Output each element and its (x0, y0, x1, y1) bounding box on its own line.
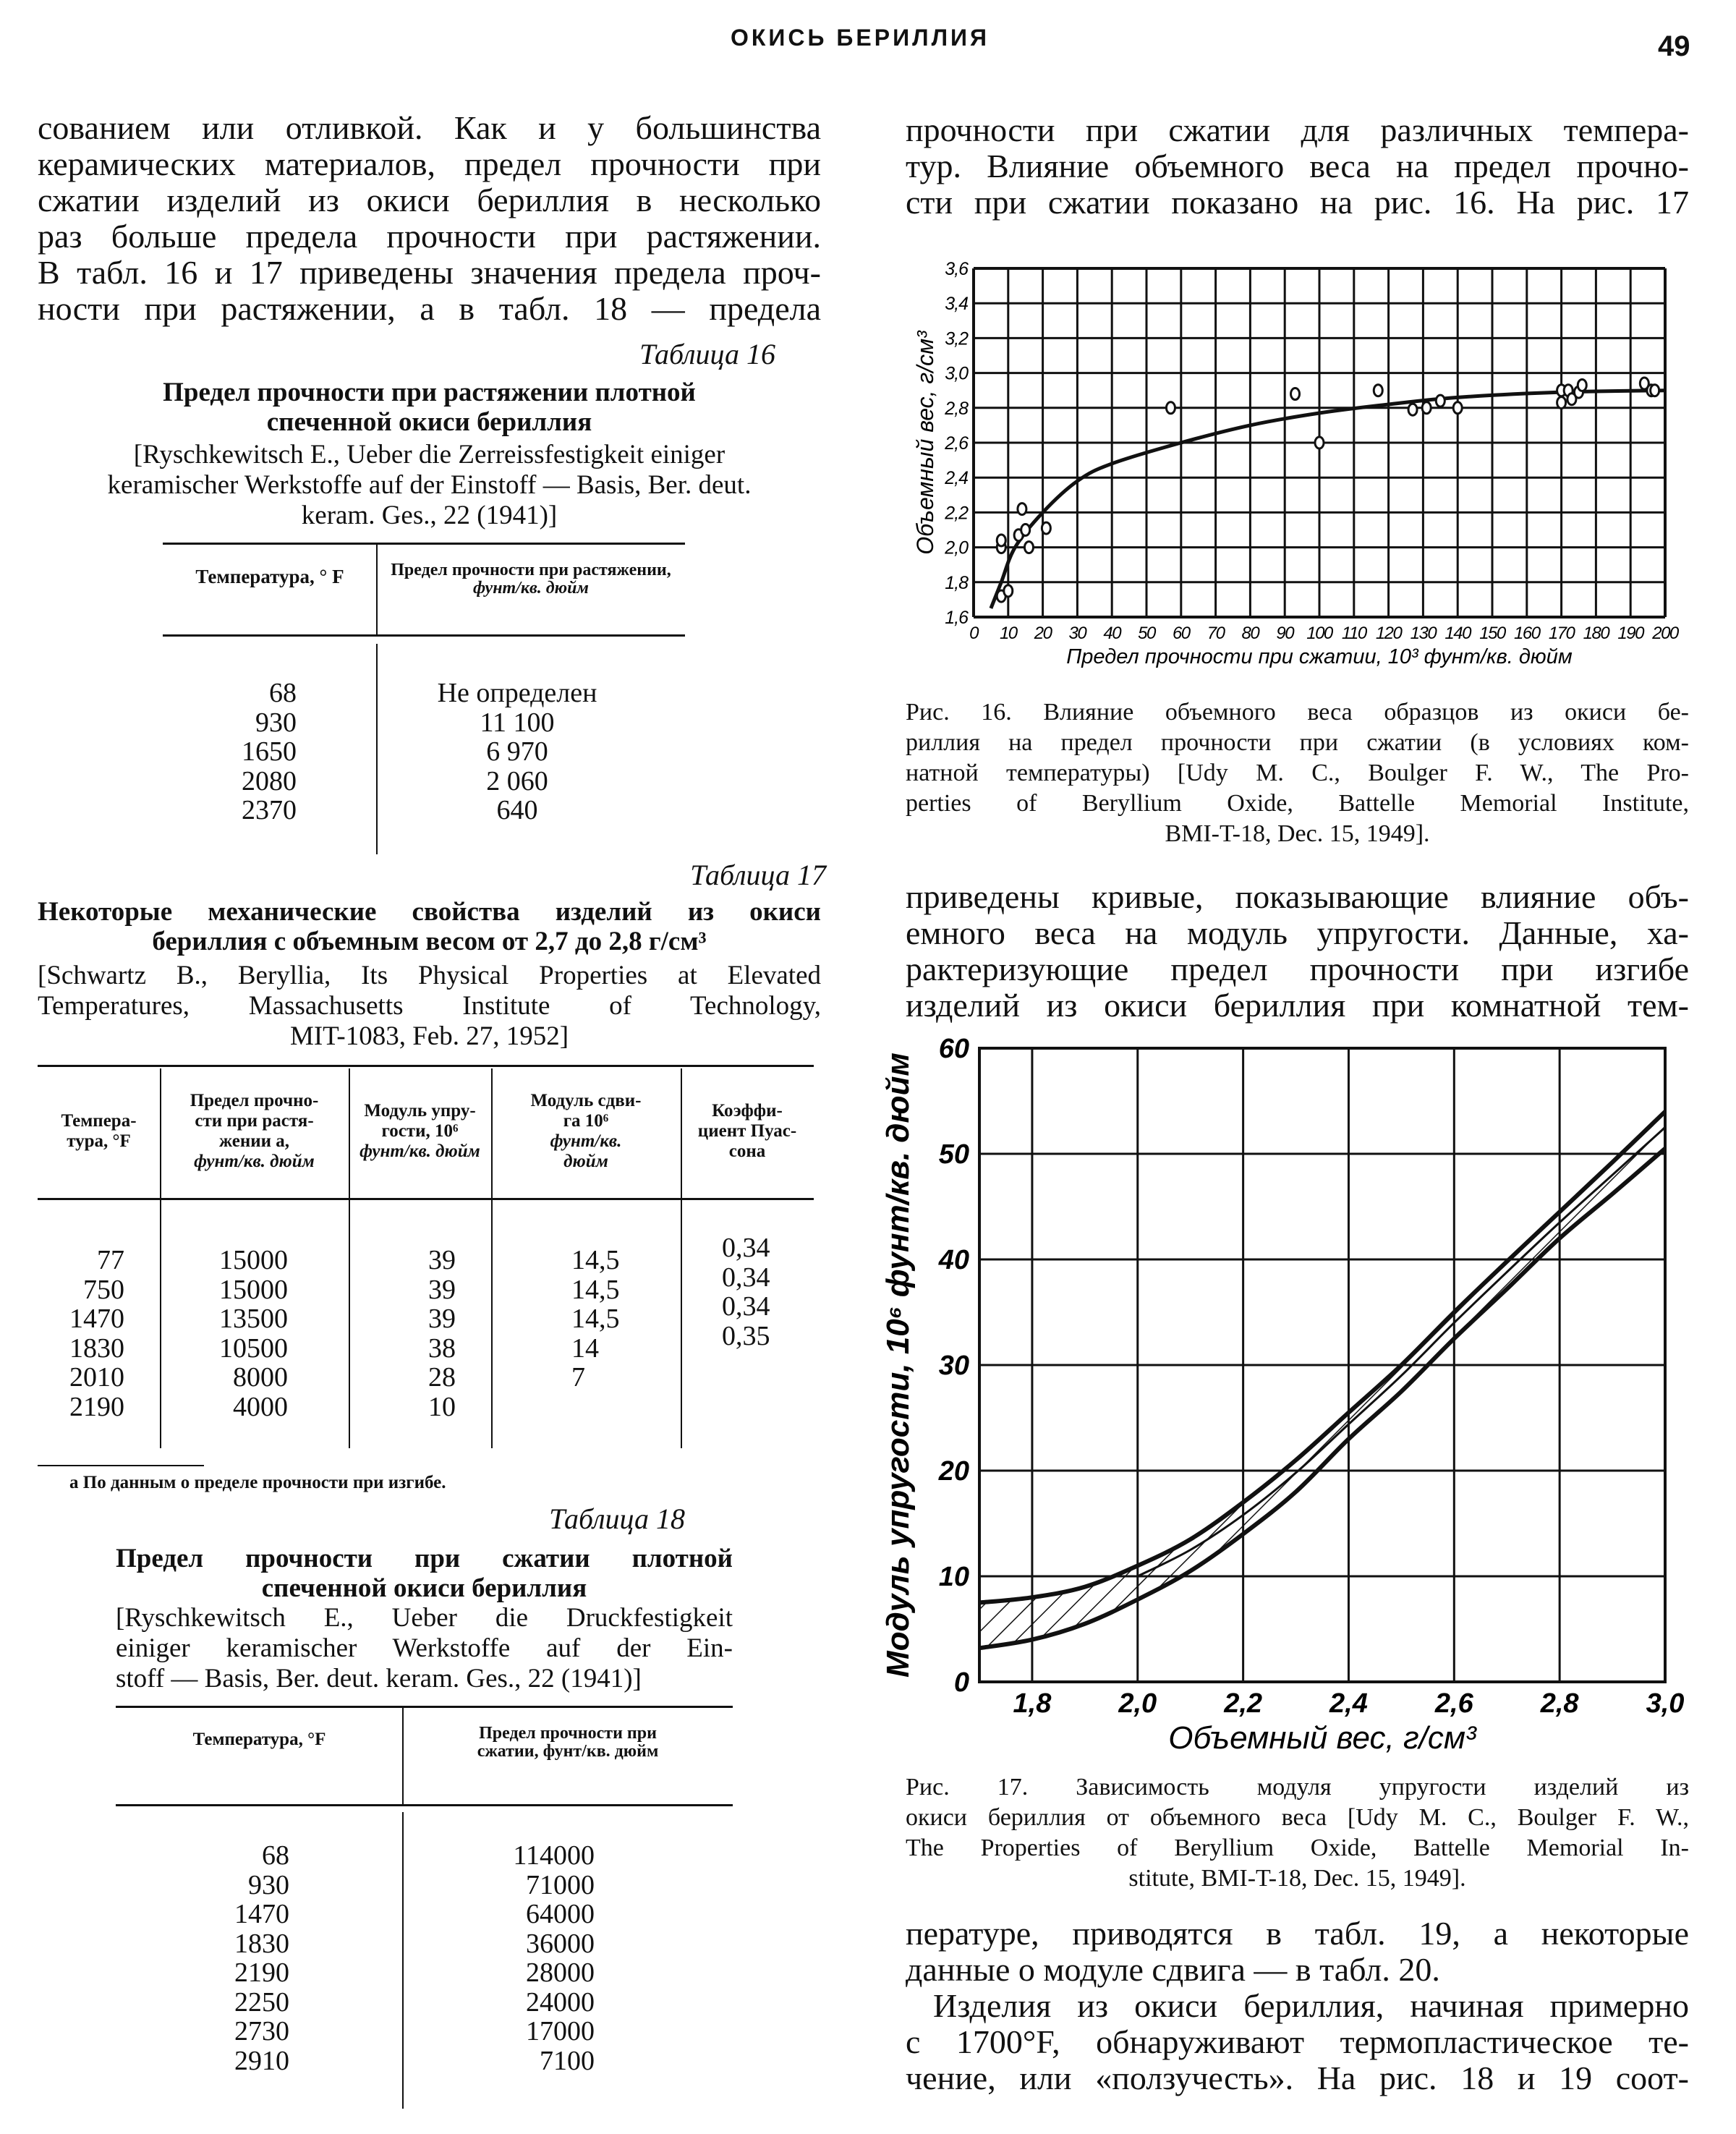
text-line: 2730 (234, 2016, 289, 2046)
y-tick-label: 60 (938, 1034, 969, 1064)
text-line: пературе, приводятся в табл. 19, а некоторые (906, 1915, 1689, 1952)
text-line: 1830 (234, 1928, 289, 1959)
table18-header-temperature: Температура, °F (192, 1730, 326, 1749)
text-line: 4000 (233, 1391, 288, 1422)
header-line: фунт/кв. дюйм (194, 1152, 315, 1171)
data-point (1291, 388, 1300, 400)
y-tick-label: 0 (953, 1667, 969, 1698)
data-point (1557, 397, 1566, 409)
data-point (1453, 402, 1462, 414)
fit-curve (991, 391, 1665, 608)
text-line: рактеризующие предел прочности при изгибе (906, 951, 1689, 987)
figure-17-caption (906, 1772, 1689, 1894)
table16-caption: Таблица 16 (639, 338, 775, 370)
text-line: 24000 (526, 1986, 595, 2018)
data-point (1004, 585, 1013, 597)
header-line: Модуль упру- (364, 1101, 476, 1121)
right-paragraph-2 (906, 879, 1689, 1024)
text-line: 2010 (69, 1362, 124, 1393)
text-line: 0,34 (722, 1262, 770, 1293)
text-line: 0,34 (722, 1233, 770, 1263)
text-line: 750 (83, 1274, 124, 1305)
data-point (1651, 385, 1659, 396)
text-line: 0,35 (722, 1320, 770, 1351)
text-line: keramischer Werkstoffe auf der Einstoff — Basis, Ber. deut. (107, 470, 752, 500)
text-line: 71000 (526, 1869, 595, 1900)
table17-footnote: а По данным о пределе прочности при изгибе. (69, 1473, 446, 1492)
x-tick-label: 130 (1410, 624, 1437, 643)
header-text: Предел прочности при растяжении, (391, 561, 671, 579)
text-line: 39 (428, 1245, 456, 1275)
text-line: 14,5 (571, 1304, 620, 1334)
text-line: 930 (248, 1869, 289, 1900)
text-line: 2250 (234, 1986, 289, 2018)
text-line: 2080 (242, 765, 297, 796)
x-tick-label: 140 (1444, 624, 1471, 643)
header-line: Модуль сдви- (530, 1091, 642, 1110)
text-line: 11 100 (480, 707, 555, 738)
data-point (1042, 522, 1050, 534)
y-tick-label: 2,4 (945, 468, 968, 489)
hatched-band (979, 1112, 1665, 1649)
x-axis-title: Предел прочности при сжатии, 10³ фунт/кв. дюйм (1066, 645, 1573, 668)
text-line: 68 (262, 1840, 289, 1871)
text-line: keram. Ges., 22 (1941)] (301, 501, 558, 530)
x-tick-label: 70 (1207, 624, 1225, 643)
x-tick-label: 3,0 (1646, 1688, 1685, 1719)
data-point (1422, 402, 1431, 414)
text-line: 15000 (219, 1274, 288, 1305)
y-tick-label: 3,2 (945, 328, 968, 349)
x-tick-label: 110 (1341, 624, 1366, 643)
y-tick-label: 2,6 (945, 433, 968, 454)
data-point (1315, 437, 1324, 449)
header-line: гости, 10⁶ (381, 1121, 459, 1141)
data-point (1024, 542, 1033, 553)
text-line: 1830 (69, 1332, 124, 1364)
header-units: сжатии, фунт/кв. дюйм (477, 1742, 659, 1761)
x-tick-label: 10 (999, 624, 1017, 643)
text-line: stitute, BMI-T-18, Dec. 15, 1949]. (1128, 1865, 1466, 1892)
x-tick-label: 20 (1034, 624, 1052, 643)
text-line: stoff — Basis, Ber. deut. keram. Ges., 22 (1941)] (116, 1664, 642, 1693)
x-tick-label: 120 (1375, 624, 1402, 643)
header-line: Темпера- (61, 1111, 137, 1131)
text-line: окиси бериллия от объемного веса [Udy M. C., Boulger F. W., (906, 1804, 1689, 1831)
text-line: einiger keramischer Werkstoffe auf der Ein- (116, 1633, 733, 1663)
text-line: 2 060 (486, 765, 548, 796)
y-tick-label: 3,0 (945, 363, 968, 384)
header-line: жении а, (218, 1131, 290, 1151)
y-tick-label: 30 (938, 1351, 969, 1381)
header-line: сона (728, 1142, 766, 1161)
x-tick-label: 30 (1068, 624, 1086, 643)
text-line: 930 (255, 707, 297, 738)
y-tick-label: 40 (938, 1245, 969, 1275)
text-line: 14,5 (571, 1274, 620, 1305)
x-tick-label: 2,4 (1329, 1688, 1368, 1719)
x-tick-label: 190 (1617, 624, 1643, 643)
text-line: 68 (269, 678, 297, 708)
x-tick-label: 180 (1583, 624, 1609, 643)
x-tick-label: 160 (1514, 624, 1540, 643)
text-line: MIT-1083, Feb. 27, 1952] (289, 1021, 569, 1051)
figure-17 (880, 1034, 1684, 1756)
text-line: 6 970 (486, 736, 548, 767)
header-line: циент Пуас- (697, 1121, 797, 1141)
text-line: Изделия из окиси бериллия, начиная примерно (933, 1987, 1689, 2024)
data-point (1374, 385, 1382, 396)
header-line: Предел прочно- (190, 1091, 319, 1110)
y-axis-title: Модуль упругости, 10⁶ фунт/кв. дюйм (880, 1053, 916, 1678)
text-line: спеченной окиси бериллия (266, 407, 592, 437)
x-tick-label: 200 (1652, 624, 1678, 643)
x-tick-label: 50 (1138, 624, 1155, 643)
text-line: сованием или отливкой. Как и у большинства (38, 109, 821, 146)
y-axis-title: Объемный вес, г/см³ (912, 331, 938, 555)
x-tick-label: 80 (1241, 624, 1259, 643)
text-line: 14 (571, 1332, 599, 1364)
x-tick-label: 2,6 (1434, 1688, 1473, 1719)
text-line: сжатии изделий из окиси бериллия в несколько (38, 182, 821, 218)
text-line: 114000 (513, 1840, 595, 1871)
text-line: приведены кривые, показывающие влияние объ- (906, 878, 1689, 915)
y-tick-label: 1,8 (945, 572, 968, 593)
x-tick-label: 60 (1172, 624, 1190, 643)
text-line: риллия на предел прочности при сжатии (в условиях ком- (906, 729, 1689, 756)
x-tick-label: 2,2 (1224, 1688, 1263, 1719)
text-line: натной температуры) [Udy M. C., Boulger F. W., The Pro- (906, 760, 1689, 786)
data-point (997, 535, 1005, 546)
table16-header-temperature: Температура, ° F (195, 566, 344, 587)
data-point (1166, 402, 1175, 414)
text-line: раз больше предела прочности при растяжении. (38, 218, 821, 255)
text-line: 2190 (234, 1957, 289, 1988)
text-line: 7 (571, 1362, 585, 1393)
page-number: 49 (1658, 30, 1690, 62)
header-text: Предел прочности при (479, 1724, 657, 1743)
header-line: Коэффи- (712, 1101, 783, 1121)
text-line: 10 (428, 1391, 456, 1422)
y-tick-label: 2,2 (945, 503, 968, 524)
y-tick-label: 3,6 (945, 259, 968, 279)
text-line: 8000 (233, 1362, 288, 1393)
x-tick-label: 1,8 (1013, 1688, 1052, 1719)
text-line: perties of Beryllium Oxide, Battelle Memorial Institute, (906, 790, 1689, 817)
text-line: 39 (428, 1304, 456, 1334)
figure-16 (912, 259, 1680, 668)
x-tick-label: 0 (969, 624, 978, 643)
y-tick-label: 10 (938, 1562, 969, 1592)
text-line: Рис. 16. Влияние объемного веса образцов из окиси бе- (906, 699, 1689, 726)
header-line: фунт/кв. дюйм (359, 1142, 480, 1161)
text-line: керамических материалов, предел прочности при (38, 145, 821, 182)
curve-upper (979, 1112, 1665, 1603)
x-tick-label: 90 (1276, 624, 1294, 643)
x-tick-label: 170 (1548, 624, 1575, 643)
text-line: 15000 (219, 1245, 288, 1275)
figure-16-caption (906, 697, 1689, 849)
text-line: 28000 (526, 1957, 595, 1988)
text-line: Temperatures, Massachusetts Institute of Technology, (38, 991, 821, 1021)
data-point (1018, 503, 1026, 515)
text-line: 2370 (242, 795, 297, 825)
text-line: 0,34 (722, 1291, 770, 1322)
x-tick-label: 2,8 (1540, 1688, 1579, 1719)
header-line: га 10⁶ (563, 1111, 609, 1131)
header-units: фунт/кв. дюйм (473, 579, 589, 598)
x-tick-label: 2,0 (1118, 1688, 1157, 1719)
text-line: 13500 (219, 1304, 288, 1334)
text-line: 2910 (234, 2045, 289, 2076)
text-line: 1470 (234, 1899, 289, 1929)
text-line: бериллия с объемным весом от 2,7 до 2,8 г/см³ (152, 927, 707, 956)
table17-caption: Таблица 17 (690, 859, 826, 891)
text-line: 1470 (69, 1304, 124, 1334)
y-tick-label: 50 (938, 1139, 969, 1170)
x-axis-title: Объемный вес, г/см³ (1168, 1720, 1476, 1756)
text-line: изделий из окиси бериллия при комнатной тем- (906, 987, 1689, 1024)
right-paragraph-4 (906, 1988, 1689, 2096)
text-line: BMI-T-18, Dec. 15, 1949]. (1165, 820, 1430, 847)
text-line: [Schwartz B., Beryllia, Its Physical Properties at Elevated (38, 961, 821, 990)
data-point (1408, 404, 1417, 415)
text-line: чение, или «ползучесть». На рис. 18 и 19 соот- (906, 2059, 1689, 2096)
text-line: [Ryschkewitsch E., Ueber die Zerreissfestigkeit einiger (133, 440, 726, 469)
data-point (1578, 379, 1586, 391)
text-line: емного веса на модуль упругости. Данные, ха- (906, 914, 1689, 951)
text-line: 64000 (526, 1899, 595, 1929)
text-line: В табл. 16 и 17 приведены значения предела проч- (38, 254, 821, 291)
text-line: с 1700°F, обнаруживают термопластическое те- (906, 2023, 1689, 2060)
x-tick-label: 100 (1306, 624, 1332, 643)
text-line: 38 (428, 1332, 456, 1364)
running-header: ОКИСЬ БЕРИЛЛИЯ (731, 25, 990, 51)
text-line: 10500 (219, 1332, 288, 1364)
text-line: Предел прочности при растяжении плотной (163, 378, 696, 407)
text-line: 39 (428, 1274, 456, 1305)
text-line: прочности при сжатии для различных темпера- (906, 111, 1689, 148)
text-line: 36000 (526, 1928, 595, 1959)
text-line: 7100 (540, 2045, 595, 2076)
y-tick-label: 1,6 (945, 608, 968, 628)
header-line: фунт/кв. (550, 1131, 622, 1151)
text-line: Некоторые механические свойства изделий из окиси (38, 897, 821, 927)
data-point (1021, 524, 1030, 536)
header-line: сти при растя- (195, 1111, 314, 1131)
text-line: сти при сжатии показано на рис. 16. На рис. 17 (906, 184, 1689, 221)
right-paragraph-3 (906, 1916, 1689, 1988)
y-tick-label: 3,4 (945, 294, 968, 315)
x-tick-label: 150 (1479, 624, 1505, 643)
text-line: 28 (428, 1362, 456, 1393)
text-line: 17000 (526, 2016, 595, 2046)
text-line: The Properties of Beryllium Oxide, Battelle Memorial In- (906, 1835, 1689, 1861)
y-tick-label: 20 (938, 1456, 969, 1487)
text-line: ности при растяжении, а в табл. 18 — предела (38, 290, 821, 327)
text-line: [Ryschkewitsch E., Ueber die Druckfestigkeit (116, 1603, 733, 1633)
text-line: Предел прочности при сжатии плотной (116, 1544, 733, 1573)
text-line: 77 (97, 1245, 124, 1275)
header-line: дюйм (563, 1152, 608, 1171)
text-line: Рис. 17. Зависимость модуля упругости изделий из (906, 1774, 1689, 1801)
header-line: тура, °F (67, 1131, 131, 1151)
text-line: 2190 (69, 1391, 124, 1422)
text-line: Не определен (437, 678, 597, 708)
y-tick-label: 2,8 (945, 398, 968, 419)
y-tick-label: 2,0 (945, 537, 968, 558)
table18-caption: Таблица 18 (549, 1502, 685, 1535)
text-line: тур. Влияние объемного веса на предел прочно- (906, 148, 1689, 184)
text-line: данные о модуле сдвига — в табл. 20. (906, 1951, 1440, 1988)
text-line: 1650 (242, 736, 297, 767)
text-line: 640 (496, 795, 538, 825)
text-line: спеченной окиси бериллия (261, 1573, 587, 1603)
x-tick-label: 40 (1103, 624, 1121, 643)
data-point (1436, 395, 1444, 407)
text-line: 14,5 (571, 1245, 620, 1275)
